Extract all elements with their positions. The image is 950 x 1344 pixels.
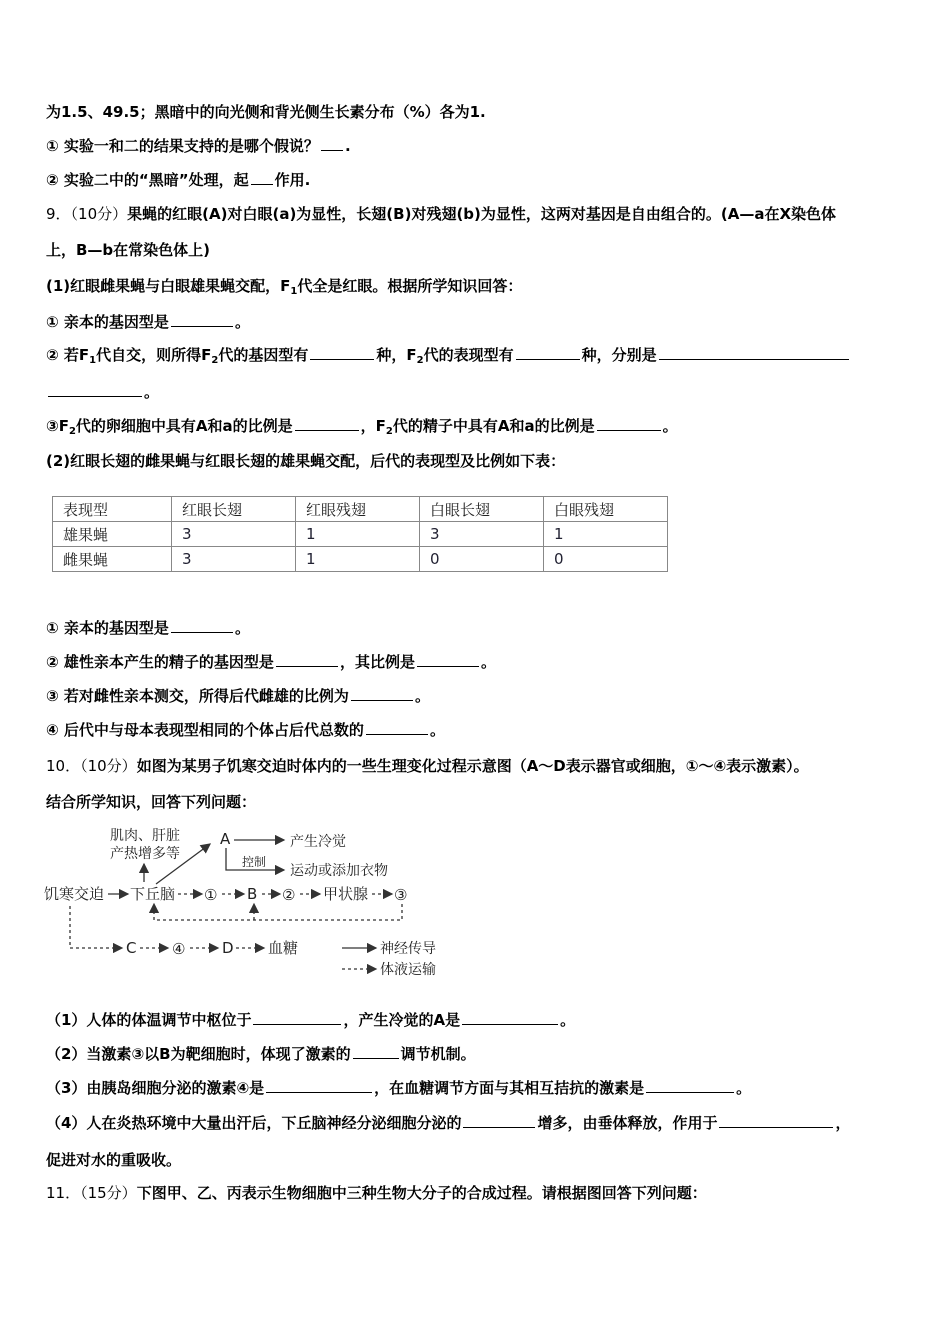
q9-part1-item3: $③F_2$代的卵细胞中具有A和a的比例是 ，$F_2$代的精子中具有A和a的比例是 。 <box>46 417 678 437</box>
label-heat-increase: 产热增多等 <box>110 846 180 862</box>
table-header: 白眼残翅 <box>544 497 668 522</box>
question-11-stem: 11．（15分）下图甲、乙、丙表示生物细胞中三种生物大分子的合成过程。请根据图回答下列问题： <box>46 1184 707 1202</box>
text-line-1: 为1.5、49.5；黑暗中的向光侧和背光侧生长素分布（%）各为1. <box>46 103 486 121</box>
text-line-2: ① 实验一和二的结果支持的是哪个假说？ . <box>46 137 351 155</box>
table-cell: 0 <box>544 547 668 572</box>
hormone-4: ④ <box>172 940 186 958</box>
label-action: 运动或添加衣物 <box>290 863 388 879</box>
table-header-row <box>53 497 668 522</box>
label-cold-feeling: 产生冷觉 <box>290 834 346 850</box>
phenotype-table <box>52 496 668 572</box>
hormone-1: ① <box>204 886 218 904</box>
question-9-stem: 9．（10分）果蝇的红眼(A)对白眼(a)为显性，长翅(B)对残翅(b)为显性，这两对基因是自由组合的。(A—a在X染色体 <box>46 205 837 223</box>
table-cell: 1 <box>296 547 420 572</box>
label-blood-sugar: 血糖 <box>268 939 299 957</box>
table-cell: 3 <box>172 522 296 547</box>
label-hungry-cold: 饥寒交迫 <box>44 885 105 903</box>
hormone-2: ② <box>282 886 296 904</box>
q10-item4: （4）人在炎热环境中大量出汗后，下丘脑神经分泌细胞分泌的 增多，由垂体释放，作用于 ， <box>46 1114 851 1132</box>
text-line-3: ② 实验二中的“黑暗”处理，起 作用. <box>46 171 311 189</box>
label-hypothalamus: 下丘脑 <box>130 885 176 903</box>
hormone-3: ③ <box>394 886 408 904</box>
node-d: D <box>222 939 234 957</box>
node-a: A <box>220 830 231 848</box>
q9-part2-intro: (2)红眼长翅的雌果蝇与红眼长翅的雄果蝇交配，后代的表现型及比例如下表： <box>46 452 566 470</box>
q9-part2-item2: ② 雄性亲本产生的精子的基因型是 ，其比例是 。 <box>46 653 496 671</box>
question-9-stem-cont: 上，B—b在常染色体上) <box>46 241 211 259</box>
label-muscle-liver: 肌肉、肝脏 <box>110 828 180 844</box>
table-row <box>53 547 668 572</box>
q9-part1-item2: ② 若$F_1$代自交，则所得$F_2$代的基因型有 种，$F_2$代的表现型有 种，分别是 <box>46 345 851 371</box>
q9-part2-item3: ③ 若对雌性亲本测交，所得后代雌雄的比例为 。 <box>46 687 430 705</box>
table-cell: 1 <box>544 522 668 547</box>
table-cell: 雄果蝇 <box>53 522 172 547</box>
regulation-diagram <box>44 824 464 984</box>
table-header: 表现型 <box>53 497 172 522</box>
table-cell: 0 <box>420 547 544 572</box>
question-10-stem: 10．（10分）如图为某男子饥寒交迫时体内的一些生理变化过程示意图（A～D表示器官或细胞，①～④表示激素）。 <box>46 757 809 775</box>
q9-part1-item2-cont: 。 <box>46 382 159 402</box>
q10-item1: （1）人体的体温调节中枢位于 ，产生冷觉的A是 。 <box>46 1011 576 1029</box>
q10-item2: （2）当激素③以B为靶细胞时，体现了激素的 调节机制。 <box>46 1045 476 1063</box>
table-row <box>53 522 668 547</box>
table-header: 白眼长翅 <box>420 497 544 522</box>
table-cell: 3 <box>172 547 296 572</box>
q9-part1-intro: (1)红眼雌果蝇与白眼雄果蝇交配，$F_1$代全是红眼。根据所学知识回答： <box>46 277 523 297</box>
table-header: 红眼长翅 <box>172 497 296 522</box>
q9-part2-item4: ④ 后代中与母本表现型相同的个体占后代总数的 。 <box>46 721 445 739</box>
node-b: B <box>247 885 258 903</box>
label-control: 控制 <box>242 855 267 869</box>
table-cell: 3 <box>420 522 544 547</box>
q10-item3: （3）由胰岛细胞分泌的激素④是 ，在血糖调节方面与其相互拮抗的激素是 。 <box>46 1079 752 1097</box>
table-cell: 1 <box>296 522 420 547</box>
q10-item4-cont: 促进对水的重吸收。 <box>46 1151 182 1169</box>
table-cell: 雌果蝇 <box>53 547 172 572</box>
q9-part1-item1: ① 亲本的基因型是 。 <box>46 313 250 331</box>
legend-nerve: 神经传导 <box>380 941 436 957</box>
question-10-stem-cont: 结合所学知识，回答下列问题： <box>46 793 257 811</box>
label-thyroid: 甲状腺 <box>323 885 369 903</box>
table-header: 红眼残翅 <box>296 497 420 522</box>
node-c: C <box>126 939 137 957</box>
legend-fluid: 体液运输 <box>380 962 436 978</box>
q9-part2-item1: ① 亲本的基因型是 。 <box>46 619 250 637</box>
